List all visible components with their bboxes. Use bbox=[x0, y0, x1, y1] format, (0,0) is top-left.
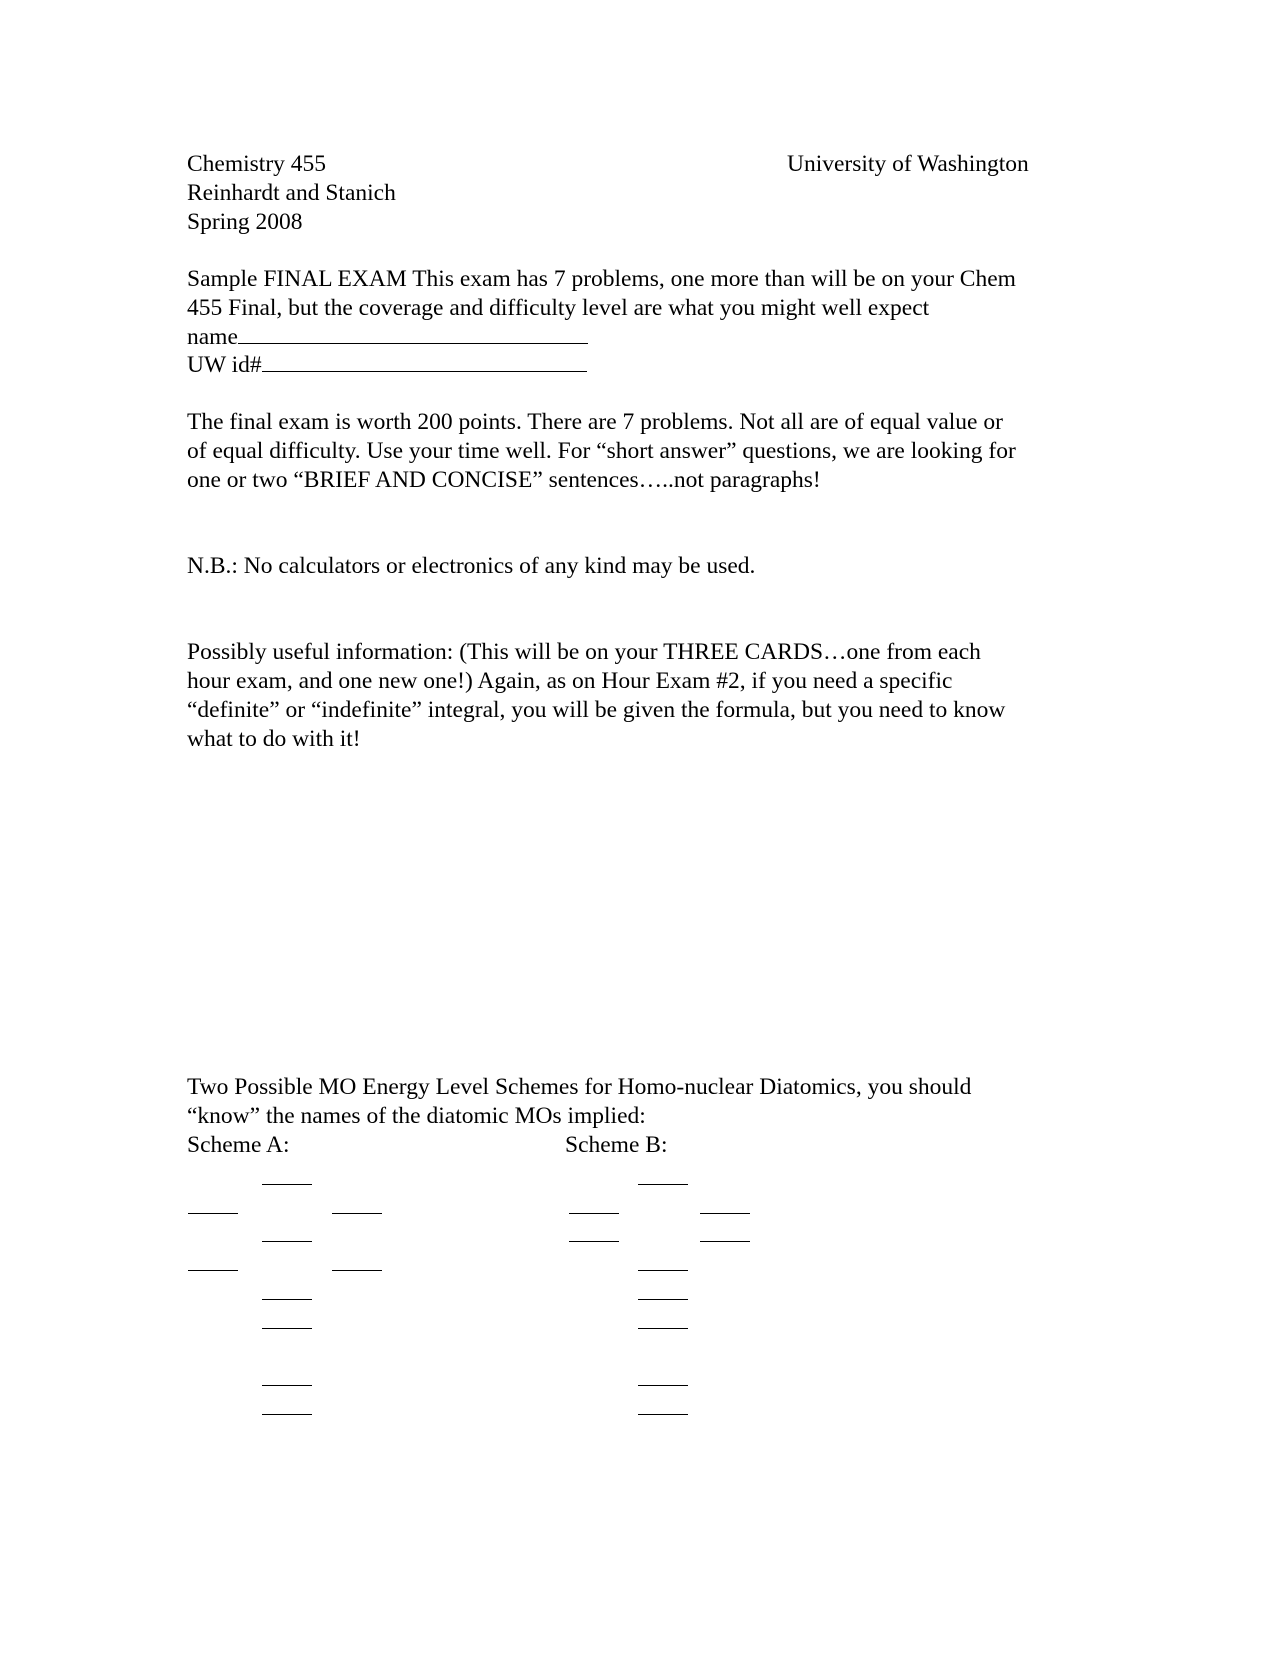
scheme-a-level bbox=[262, 1414, 312, 1415]
useful-info-line-2: hour exam, and one new one!) Again, as on Hour Exam #2, if you need a specific bbox=[187, 668, 953, 694]
name-label: name bbox=[187, 324, 238, 350]
scheme-b-level bbox=[638, 1414, 688, 1415]
useful-info-line-1: Possibly useful information: (This will be on your THREE CARDS…one from each bbox=[187, 639, 981, 665]
uw-id-blank[interactable] bbox=[262, 352, 587, 372]
uw-id-label: UW id# bbox=[187, 352, 262, 378]
university-name: University of Washington bbox=[787, 151, 1029, 177]
scheme-b-level bbox=[638, 1385, 688, 1386]
scheme-a-level bbox=[332, 1213, 382, 1214]
scheme-b-level bbox=[638, 1184, 688, 1185]
scheme-a-label: Scheme A: bbox=[187, 1132, 290, 1158]
scheme-a-level bbox=[188, 1213, 238, 1214]
name-blank[interactable] bbox=[238, 324, 588, 344]
scheme-a-level bbox=[188, 1270, 238, 1271]
useful-info-line-4: what to do with it! bbox=[187, 726, 361, 752]
intro-line-1: Sample FINAL EXAM This exam has 7 problems, one more than will be on your Chem bbox=[187, 266, 1016, 292]
scheme-b-level bbox=[638, 1299, 688, 1300]
nb-note: N.B.: No calculators or electronics of any kind may be used. bbox=[187, 553, 756, 579]
scheme-a-level bbox=[262, 1299, 312, 1300]
mo-section-line-1: Two Possible MO Energy Level Schemes for Homo-nuclear Diatomics, you should bbox=[187, 1074, 972, 1100]
scheme-a-level bbox=[332, 1270, 382, 1271]
scheme-a-level bbox=[262, 1385, 312, 1386]
scheme-b-level bbox=[638, 1270, 688, 1271]
scheme-a-level bbox=[262, 1328, 312, 1329]
scheme-b-level bbox=[569, 1241, 619, 1242]
uw-id-field[interactable] bbox=[187, 351, 587, 379]
useful-info-line-3: “definite” or “indefinite” integral, you will be given the formula, but you need to know bbox=[187, 697, 1006, 723]
scheme-b-level bbox=[700, 1241, 750, 1242]
scheme-b-level bbox=[569, 1213, 619, 1214]
scheme-b-level bbox=[638, 1328, 688, 1329]
term: Spring 2008 bbox=[187, 209, 303, 235]
course-title: Chemistry 455 bbox=[187, 151, 327, 177]
instructions-line-2: of equal difficulty. Use your time well. For “short answer” questions, we are looking for bbox=[187, 438, 1016, 464]
mo-section-line-2: “know” the names of the diatomic MOs implied: bbox=[187, 1103, 646, 1129]
instructors: Reinhardt and Stanich bbox=[187, 180, 396, 206]
intro-line-2: 455 Final, but the coverage and difficulty level are what you might well expect bbox=[187, 295, 930, 321]
instructions-line-3: one or two “BRIEF AND CONCISE” sentences…..not paragraphs! bbox=[187, 467, 821, 493]
scheme-a-level bbox=[262, 1184, 312, 1185]
scheme-b-level bbox=[700, 1213, 750, 1214]
scheme-b-label: Scheme B: bbox=[565, 1132, 668, 1158]
name-field[interactable] bbox=[187, 323, 588, 351]
scheme-a-level bbox=[262, 1241, 312, 1242]
instructions-line-1: The final exam is worth 200 points. There are 7 problems. Not all are of equal value or bbox=[187, 409, 1003, 435]
